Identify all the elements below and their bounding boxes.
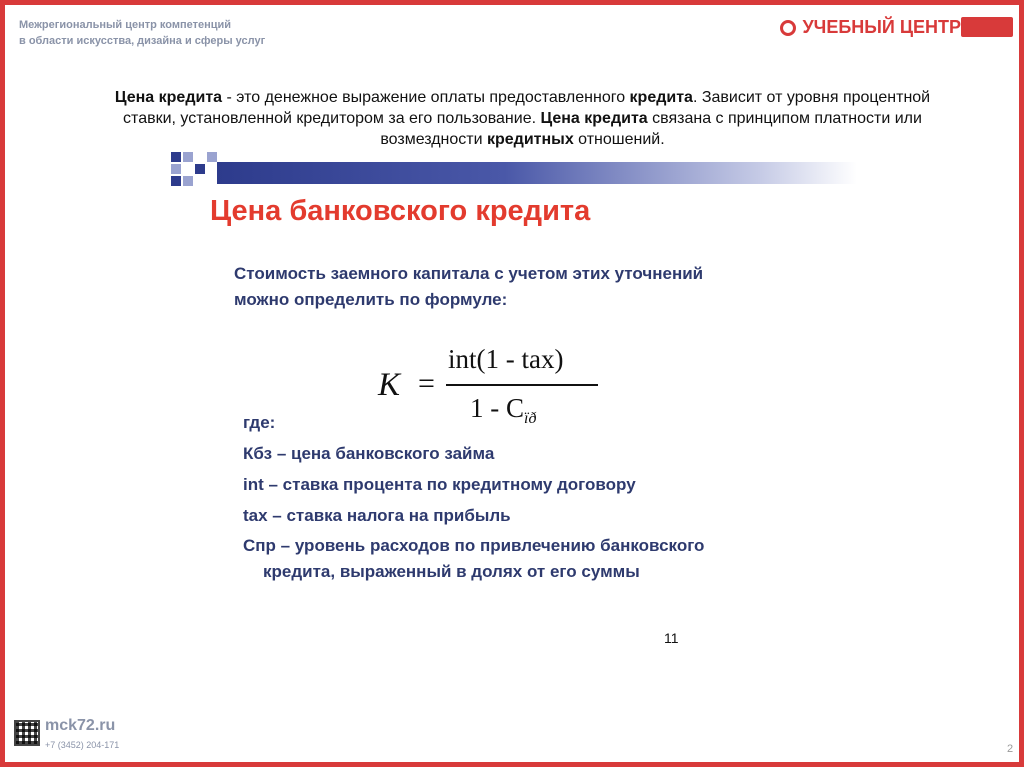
intro-term-1: Цена кредита (114, 89, 223, 106)
formula-fraction-line (446, 384, 598, 386)
org-name (19, 17, 265, 49)
lead-text (234, 261, 703, 313)
lead-line-1: Стоимость заемного капитала с учетом этих уточнений (234, 264, 704, 283)
decorative-bar (217, 162, 857, 184)
lead-line-2: можно определить по формуле: (234, 290, 508, 309)
definition-line-1: Спр – уровень расходов по привлечению банковского (243, 536, 705, 555)
qr-code-icon (14, 720, 40, 746)
intro-text-3: связана с принципом платности или возмездности (380, 110, 922, 148)
brand-badge-icon (961, 17, 1013, 37)
definition-item: Кбз – цена банковского займа (243, 444, 495, 463)
brand-circle-icon (780, 20, 796, 36)
intro-text-1: - это денежное выражение оплаты предоставленного (222, 89, 630, 106)
definition-line-2: кредита, выраженный в долях от его суммы (263, 562, 640, 581)
phone-number: +7 (3452) 204-171 (45, 740, 120, 750)
brand-name: УЧЕБНЫЙ ЦЕНТР (802, 17, 961, 37)
slide-title: Цена банковского кредита (210, 195, 591, 227)
decorative-squares (171, 152, 223, 194)
brand-logo (780, 17, 961, 38)
intro-paragraph (95, 87, 950, 150)
intro-term-2: кредита (629, 89, 693, 106)
intro-text-2: . Зависит от уровня процентной ставки, установленной кредитором за его пользование. (123, 89, 931, 127)
intro-term-3: Цена кредита (540, 110, 648, 127)
formula-equals: = (418, 367, 435, 400)
definition-item-multiline (243, 533, 704, 585)
site-url[interactable]: mck72.ru (45, 717, 116, 734)
formula-lhs: K (378, 367, 401, 403)
intro-term-4: кредитных (487, 131, 574, 148)
intro-text-4: отношений. (573, 131, 665, 148)
definitions-list (243, 409, 704, 588)
slide-number: 2 (1007, 743, 1014, 755)
formula-subscript: ïð (524, 410, 537, 427)
definition-item: tax – ставка налога на прибыль (243, 506, 511, 525)
org-line-1: Межрегиональный центр компетенций (19, 19, 232, 31)
page-number: 11 (664, 630, 679, 646)
definition-item: int – ставка процента по кредитному договору (243, 475, 636, 494)
org-line-2: в области искусства, дизайна и сферы услуг (19, 35, 266, 47)
definition-item: где: (243, 413, 276, 432)
formula-numerator: int(1 - tax) (448, 344, 564, 374)
formula-denominator: 1 - C (470, 393, 524, 423)
